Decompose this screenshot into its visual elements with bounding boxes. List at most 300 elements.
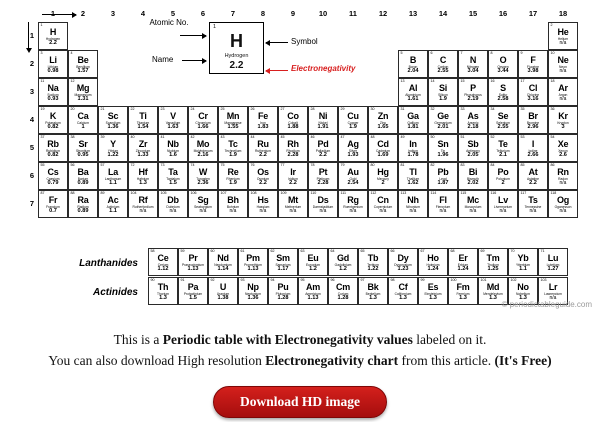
element-cell-Ac[interactable]	[98, 190, 128, 218]
element-cell-Hf[interactable]	[128, 162, 158, 190]
element-atomic-number: 43	[220, 134, 225, 139]
element-cell-Ho[interactable]	[418, 248, 448, 276]
element-electronegativity: 2.1	[499, 152, 507, 159]
element-electronegativity: 2.2	[319, 152, 327, 159]
element-atomic-number: 26	[250, 106, 255, 111]
element-cell-Pm[interactable]	[238, 248, 268, 276]
element-electronegativity: 1.3	[519, 295, 527, 302]
element-cell-Pr[interactable]	[178, 248, 208, 276]
element-symbol: Og	[556, 194, 570, 205]
element-symbol: At	[528, 166, 538, 177]
element-electronegativity: 1.88	[287, 124, 299, 131]
element-cell-Ti[interactable]	[128, 106, 158, 134]
element-name: Uranium	[216, 291, 230, 296]
element-cell-Se[interactable]	[488, 106, 518, 134]
element-electronegativity: 2.02	[467, 180, 479, 187]
element-cell-Ce[interactable]	[148, 248, 178, 276]
element-symbol: Sn	[437, 138, 449, 149]
element-cell-Sr[interactable]	[68, 134, 98, 162]
element-symbol: Tl	[409, 166, 417, 177]
element-symbol: Hf	[138, 166, 148, 177]
element-cell-Be[interactable]	[68, 50, 98, 78]
element-cell-Os[interactable]	[248, 162, 278, 190]
element-name: Nickel	[318, 120, 328, 125]
element-atomic-number: 50	[430, 134, 435, 139]
element-atomic-number: 17	[520, 78, 525, 83]
element-cell-Tl[interactable]	[398, 162, 428, 190]
element-electronegativity: n/a	[229, 208, 237, 215]
element-atomic-number: 30	[370, 106, 375, 111]
element-atomic-number: 96	[330, 277, 335, 282]
element-atomic-number: 5	[400, 50, 403, 55]
element-name: Vanadium	[165, 120, 181, 125]
element-cell-Sm[interactable]	[268, 248, 298, 276]
element-electronegativity: n/a	[469, 208, 477, 215]
element-atomic-number: 27	[280, 106, 285, 111]
element-atomic-number: 12	[70, 78, 75, 83]
element-atomic-number: 56	[70, 162, 75, 167]
element-electronegativity: 1.9	[229, 180, 237, 187]
element-symbol: Mn	[226, 110, 240, 121]
element-cell-Ga[interactable]	[398, 106, 428, 134]
element-name: Thorium	[156, 291, 170, 296]
element-atomic-number: 110	[310, 190, 317, 195]
element-symbol: Pu	[277, 281, 289, 292]
element-electronegativity: 1.69	[377, 152, 389, 159]
element-cell-Ag[interactable]	[338, 134, 368, 162]
element-cell-Fe[interactable]	[248, 106, 278, 134]
element-symbol: Gd	[336, 252, 350, 263]
element-cell-Y[interactable]	[98, 134, 128, 162]
element-atomic-number: 67	[420, 248, 425, 253]
element-atomic-number: 57	[100, 162, 105, 167]
element-cell-O[interactable]	[488, 50, 518, 78]
element-name: Krypton	[557, 120, 569, 125]
element-name: Carbon	[437, 64, 449, 69]
element-name: Rhodium	[286, 148, 300, 153]
element-cell-Pu[interactable]	[268, 277, 298, 305]
element-electronegativity: 1.9	[349, 124, 357, 131]
element-electronegativity: 0.82	[47, 152, 59, 159]
element-cell-Ca[interactable]	[68, 106, 98, 134]
element-name: Osmium	[256, 176, 270, 181]
element-name: Mercury	[377, 176, 389, 181]
element-symbol: Ir	[290, 166, 296, 177]
element-electronegativity: n/a	[559, 96, 567, 103]
element-symbol: Ar	[558, 82, 568, 93]
element-name: Copper	[347, 120, 359, 125]
caption-line1-a: This is a	[113, 332, 163, 347]
element-name: Flerovium	[435, 204, 451, 209]
element-cell-As[interactable]	[458, 106, 488, 134]
element-name: Iodine	[528, 148, 538, 153]
element-cell-Ge[interactable]	[428, 106, 458, 134]
element-cell-Pt[interactable]	[308, 162, 338, 190]
element-electronegativity: 1.22	[367, 266, 379, 273]
element-name: Nihonium	[406, 204, 420, 209]
element-cell-Yb[interactable]	[508, 248, 538, 276]
element-cell-Si[interactable]	[428, 78, 458, 106]
element-atomic-number: 9	[520, 50, 523, 55]
element-cell-Tc[interactable]	[218, 134, 248, 162]
element-cell-Dy[interactable]	[388, 248, 418, 276]
element-name: Palladium	[315, 148, 331, 153]
element-name: Molybdenum	[193, 148, 213, 153]
element-cell-At[interactable]	[518, 162, 548, 190]
element-cell-Mt[interactable]	[278, 190, 308, 218]
element-cell-Rf[interactable]	[128, 190, 158, 218]
element-symbol: Es	[427, 281, 439, 292]
element-electronegativity: 2.96	[527, 124, 539, 131]
element-cell-Sb[interactable]	[458, 134, 488, 162]
element-electronegativity: n/a	[289, 208, 297, 215]
element-atomic-number: 47	[340, 134, 345, 139]
element-cell-Co[interactable]	[278, 106, 308, 134]
element-atomic-number: 118	[550, 190, 557, 195]
element-cell-Pa[interactable]	[178, 277, 208, 305]
element-electronegativity: 0.89	[77, 180, 89, 187]
element-cell-Db[interactable]	[158, 190, 188, 218]
element-name: Holmium	[426, 262, 440, 267]
element-cell-U[interactable]	[208, 277, 238, 305]
element-cell-Li[interactable]	[38, 50, 68, 78]
element-name: Tennessine	[524, 204, 542, 209]
element-electronegativity: 0.93	[47, 96, 59, 103]
element-electronegativity: 1.54	[137, 124, 149, 131]
element-atomic-number: 52	[490, 134, 495, 139]
element-atomic-number: 42	[190, 134, 195, 139]
element-electronegativity: 1.25	[487, 266, 499, 273]
element-cell-C[interactable]	[428, 50, 458, 78]
element-name: Livermorium	[493, 204, 513, 209]
element-name: Calcium	[77, 120, 89, 125]
element-name: Magnesium	[74, 92, 92, 97]
element-name: Tantalum	[166, 176, 180, 181]
element-name: Iridium	[288, 176, 298, 181]
element-cell-Rn[interactable]	[548, 162, 578, 190]
element-symbol: Nh	[407, 194, 419, 205]
caption-line2-a: You can also download High resolution	[48, 352, 266, 368]
element-cell-Sn[interactable]	[428, 134, 458, 162]
element-cell-Br[interactable]	[518, 106, 548, 134]
element-cell-F[interactable]	[518, 50, 548, 78]
group-number-13: 13	[408, 9, 418, 18]
element-cell-S[interactable]	[488, 78, 518, 106]
group-number-17: 17	[528, 9, 538, 18]
element-cell-Sg[interactable]	[188, 190, 218, 218]
element-cell-Au[interactable]	[338, 162, 368, 190]
element-name: Manganese	[224, 120, 242, 125]
element-name: Xenon	[558, 148, 568, 153]
element-cell-Tb[interactable]	[358, 248, 388, 276]
element-electronegativity: 0.98	[47, 68, 59, 75]
element-cell-Zr[interactable]	[128, 134, 158, 162]
element-cell-Xe[interactable]	[548, 134, 578, 162]
element-electronegativity: 2.55	[437, 68, 449, 75]
element-cell-W[interactable]	[188, 162, 218, 190]
element-symbol: Ts	[528, 194, 538, 205]
element-symbol: N	[469, 54, 477, 65]
actinides-label: Actinides	[92, 287, 138, 298]
element-symbol: Co	[287, 110, 299, 121]
element-cell-Zn[interactable]	[368, 106, 398, 134]
element-electronegativity: 1.61	[407, 96, 419, 103]
element-cell-Rg[interactable]	[338, 190, 368, 218]
element-name: Cerium	[157, 262, 169, 267]
element-cell-Ne[interactable]	[548, 50, 578, 78]
element-name: Helium	[557, 36, 569, 41]
element-name: Antimony	[466, 148, 480, 153]
element-cell-Og[interactable]	[548, 190, 578, 218]
element-atomic-number: 84	[490, 162, 495, 167]
element-cell-Tm[interactable]	[478, 248, 508, 276]
element-electronegativity: n/a	[559, 40, 567, 47]
element-name: Dubnium	[166, 204, 180, 209]
element-atomic-number: 49	[400, 134, 405, 139]
element-cell-Hs[interactable]	[248, 190, 278, 218]
element-cell-Cl[interactable]	[518, 78, 548, 106]
element-cell-Ra[interactable]	[68, 190, 98, 218]
element-atomic-number: 91	[180, 277, 185, 282]
element-symbol: Fl	[439, 194, 447, 205]
element-cell-Gd[interactable]	[328, 248, 358, 276]
element-cell-Cr[interactable]	[188, 106, 218, 134]
element-cell-Es[interactable]	[418, 277, 448, 305]
element-symbol: Cr	[198, 110, 208, 121]
element-electronegativity: 1.93	[347, 152, 359, 159]
element-symbol: Te	[498, 138, 508, 149]
element-name: Gadolinium	[334, 262, 352, 267]
element-name: Samarium	[275, 262, 291, 267]
element-name: Curium	[337, 291, 349, 296]
element-name: Phosphorus	[464, 92, 482, 97]
element-symbol: Os	[257, 166, 269, 177]
element-symbol: Ra	[77, 194, 89, 205]
element-cell-Nb[interactable]	[158, 134, 188, 162]
element-atomic-number: 7	[460, 50, 463, 55]
element-atomic-number: 25	[220, 106, 225, 111]
element-cell-Bh[interactable]	[218, 190, 248, 218]
element-symbol: Ti	[139, 110, 147, 121]
element-cell-Na[interactable]	[38, 78, 68, 106]
element-cell-Np[interactable]	[238, 277, 268, 305]
element-electronegativity: n/a	[559, 208, 567, 215]
element-cell-Hg[interactable]	[368, 162, 398, 190]
element-name: Scandium	[105, 120, 121, 125]
element-symbol: Fe	[257, 110, 269, 121]
element-electronegativity: 1.3	[429, 295, 437, 302]
element-cell-Rh[interactable]	[278, 134, 308, 162]
group-number-15: 15	[468, 9, 478, 18]
element-name: Praseodymium	[182, 262, 204, 267]
element-cell-V[interactable]	[158, 106, 188, 134]
element-cell-Ta[interactable]	[158, 162, 188, 190]
element-atomic-number: 14	[430, 78, 435, 83]
element-atomic-number: 116	[490, 190, 497, 195]
element-electronegativity: 3	[561, 124, 565, 131]
element-electronegativity: n/a	[559, 68, 567, 75]
element-symbol: Mt	[287, 194, 299, 205]
element-cell-N[interactable]	[458, 50, 488, 78]
element-cell-Ar[interactable]	[548, 78, 578, 106]
element-symbol: Pt	[318, 166, 328, 177]
element-cell-Sc[interactable]	[98, 106, 128, 134]
element-name: Barium	[77, 176, 89, 181]
period-number-7: 7	[29, 199, 34, 208]
caption-line2-bold: Electronegativity chart	[265, 352, 399, 368]
element-name: Lithium	[47, 64, 59, 69]
element-atomic-number: 75	[220, 162, 225, 167]
element-cell-Al[interactable]	[398, 78, 428, 106]
element-cell-Ts[interactable]	[518, 190, 548, 218]
element-cell-Fr[interactable]	[38, 190, 68, 218]
element-cell-Mn[interactable]	[218, 106, 248, 134]
element-cell-La[interactable]	[98, 162, 128, 190]
element-cell-Cs[interactable]	[38, 162, 68, 190]
element-atomic-number: 108	[250, 190, 257, 195]
element-atomic-number: 45	[280, 134, 285, 139]
element-cell-P[interactable]	[458, 78, 488, 106]
element-symbol: Ne	[557, 54, 569, 65]
element-electronegativity: 1.13	[247, 266, 259, 273]
element-cell-Fm[interactable]	[448, 277, 478, 305]
element-electronegativity: 3.98	[527, 68, 539, 75]
element-cell-B[interactable]	[398, 50, 428, 78]
element-symbol: Am	[305, 281, 321, 292]
element-cell-Fl[interactable]	[428, 190, 458, 218]
element-name: Thallium	[406, 176, 420, 181]
element-name: Francium	[46, 204, 60, 209]
element-symbol: Nb	[167, 138, 179, 149]
element-atomic-number: 90	[150, 277, 155, 282]
element-atomic-number: 36	[550, 106, 555, 111]
element-cell-Cm[interactable]	[328, 277, 358, 305]
element-electronegativity: 1.27	[547, 266, 559, 273]
element-electronegativity: 1.38	[217, 295, 229, 302]
element-cell-Bi[interactable]	[458, 162, 488, 190]
element-cell-Cd[interactable]	[368, 134, 398, 162]
element-cell-Nh[interactable]	[398, 190, 428, 218]
element-cell-Cn[interactable]	[368, 190, 398, 218]
element-cell-Er[interactable]	[448, 248, 478, 276]
element-name: Europium	[305, 262, 321, 267]
element-electronegativity: 1.78	[407, 152, 419, 159]
element-cell-Lu[interactable]	[538, 248, 568, 276]
element-symbol: Ho	[427, 252, 439, 263]
element-symbol: Tb	[367, 252, 379, 263]
element-cell-Nd[interactable]	[208, 248, 238, 276]
group-number-6: 6	[200, 9, 206, 18]
element-electronegativity: 1.1	[109, 208, 117, 215]
element-electronegativity: 1.31	[77, 96, 89, 103]
element-symbol: Lr	[548, 281, 558, 292]
element-cell-I[interactable]	[518, 134, 548, 162]
element-cell-Ir[interactable]	[278, 162, 308, 190]
element-electronegativity: 0.89	[77, 208, 89, 215]
element-name: Bismuth	[467, 176, 479, 181]
element-symbol: Sb	[467, 138, 479, 149]
element-cell-Cu[interactable]	[338, 106, 368, 134]
element-symbol: Mo	[196, 138, 210, 149]
element-electronegativity: 1.3	[139, 180, 147, 187]
caption-line2-free: (It's Free)	[494, 352, 552, 368]
element-symbol: La	[107, 166, 119, 177]
element-atomic-number: 88	[70, 190, 75, 195]
element-atomic-number: 19	[40, 106, 45, 111]
element-cell-Cf[interactable]	[388, 277, 418, 305]
element-atomic-number: 32	[430, 106, 435, 111]
element-name: Radon	[558, 176, 568, 181]
element-atomic-number: 89	[100, 190, 105, 195]
element-symbol: Fm	[456, 281, 470, 292]
element-cell-In[interactable]	[398, 134, 428, 162]
download-hd-image-button[interactable]: Download HD image	[213, 386, 387, 418]
element-cell-Mo[interactable]	[188, 134, 218, 162]
element-cell-Te[interactable]	[488, 134, 518, 162]
element-symbol: Ac	[107, 194, 119, 205]
element-symbol: Ds	[317, 194, 329, 205]
element-cell-Bk[interactable]	[358, 277, 388, 305]
element-name: Titanium	[136, 120, 150, 125]
element-cell-Rb[interactable]	[38, 134, 68, 162]
element-name: Darmstadtium	[312, 204, 334, 209]
element-cell-Mc[interactable]	[458, 190, 488, 218]
element-cell-He[interactable]	[548, 22, 578, 50]
element-cell-Lv[interactable]	[488, 190, 518, 218]
element-cell-Re[interactable]	[218, 162, 248, 190]
element-cell-K[interactable]	[38, 106, 68, 134]
period-number-3: 3	[29, 87, 34, 96]
element-symbol: Rg	[347, 194, 359, 205]
element-cell-Po[interactable]	[488, 162, 518, 190]
element-cell-Am[interactable]	[298, 277, 328, 305]
element-atomic-number: 87	[40, 190, 45, 195]
element-name: Oganesson	[554, 204, 572, 209]
element-cell-Ds[interactable]	[308, 190, 338, 218]
lanthanides-label: Lanthanides	[79, 258, 138, 269]
element-name: Gallium	[407, 120, 419, 125]
element-cell-Mg[interactable]	[68, 78, 98, 106]
element-atomic-number: 24	[190, 106, 195, 111]
element-atomic-number: 40	[130, 134, 135, 139]
element-cell-Kr[interactable]	[548, 106, 578, 134]
element-atomic-number: 114	[430, 190, 437, 195]
period-number-6: 6	[29, 171, 34, 180]
element-cell-Ba[interactable]	[68, 162, 98, 190]
group-number-4: 4	[140, 9, 146, 18]
element-cell-Ru[interactable]	[248, 134, 278, 162]
group-number-7: 7	[230, 9, 236, 18]
element-symbol: Ca	[77, 110, 89, 121]
element-atomic-number: 95	[300, 277, 305, 282]
element-electronegativity: 1.28	[277, 295, 289, 302]
element-cell-Th[interactable]	[148, 277, 178, 305]
element-symbol: As	[467, 110, 479, 121]
element-cell-Ni[interactable]	[308, 106, 338, 134]
element-symbol: Th	[157, 281, 169, 292]
element-symbol: Sg	[197, 194, 209, 205]
element-electronegativity: 1.5	[189, 295, 197, 302]
element-cell-Eu[interactable]	[298, 248, 328, 276]
element-cell-Pd[interactable]	[308, 134, 338, 162]
element-symbol: Po	[497, 166, 509, 177]
element-atomic-number: 35	[520, 106, 525, 111]
element-cell-H[interactable]	[38, 22, 68, 50]
element-atomic-number: 115	[460, 190, 467, 195]
element-cell-Pb[interactable]	[428, 162, 458, 190]
element-electronegativity: 2.16	[197, 152, 209, 159]
element-symbol: Br	[528, 110, 538, 121]
